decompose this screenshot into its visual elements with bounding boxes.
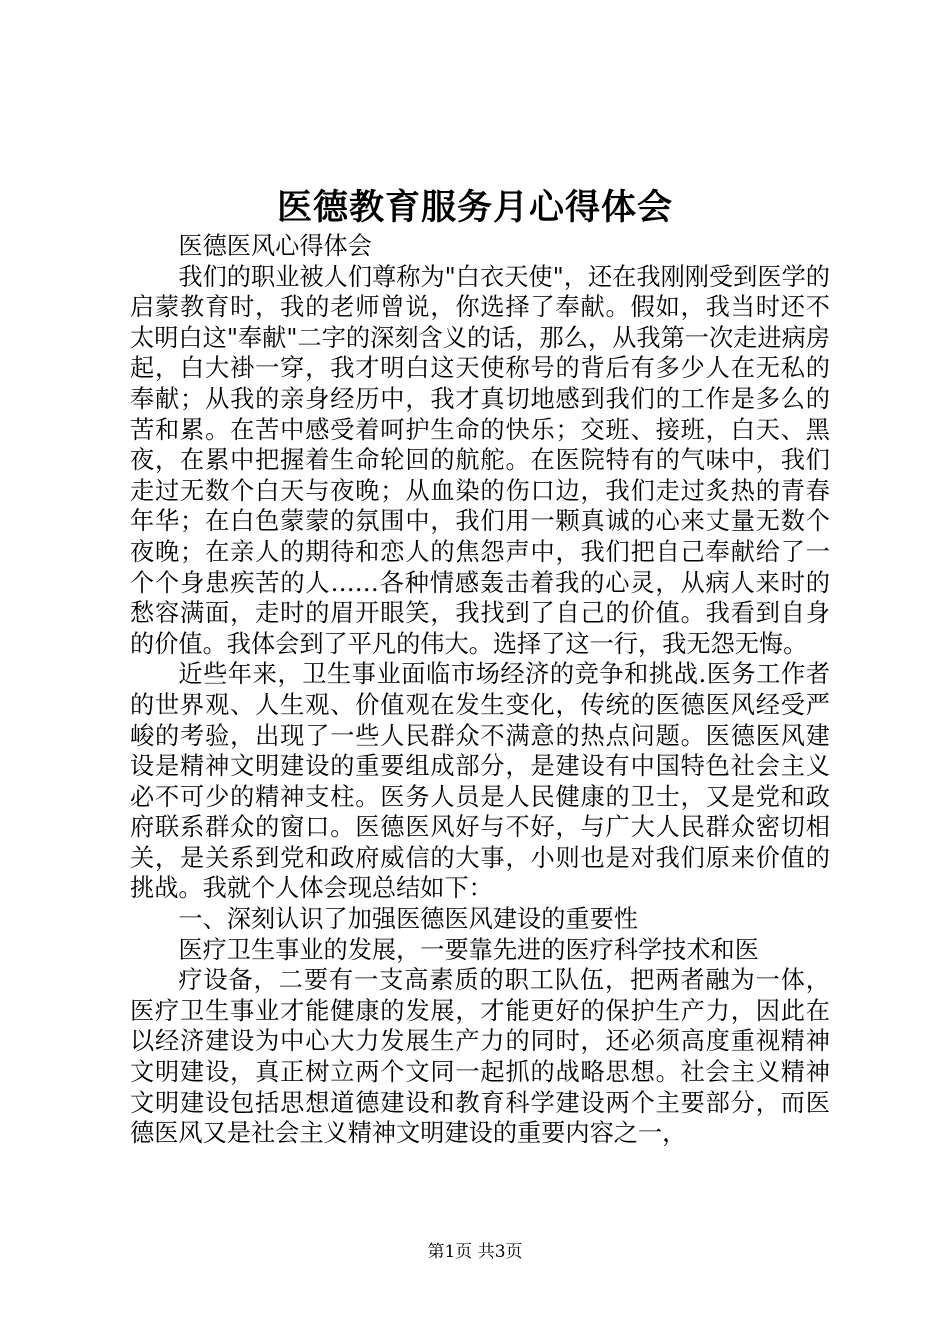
- paragraph-4: 疗设备，二要有一支高素质的职工队伍，把两者融为一体，医疗卫生事业才能健康的发展，才能更好的保护生产力，因此在以经济建设为中心大力发展生产力的同时，还必须高度重视精神文明建设，真正树立两个文同一起抓的战略思想。社会主义精神文明建设包括思想道德建设和教育科学建设两个主要部分，而医德医风又是社会主义精神文明建设的重要内容之一，: [130, 966, 830, 1148]
- section-heading-1: 一、深刻认识了加强医德医风建设的重要性: [178, 905, 638, 934]
- paragraph-3: 医疗卫生事业的发展，一要靠先进的医疗科学技术和医: [178, 935, 759, 964]
- paragraph-subtitle: 医德医风心得体会: [178, 232, 372, 260]
- paragraph-2: 近些年来，卫生事业面临市场经济的竞争和挑战.医务工作者的世界观、人生观、价值观在发生变化，传统的医德医风经受严峻的考验，出现了一些人民群众不满意的热点问题。医德医风建设是精神文明建设的重要组成部分，是建设有中国特色社会主义必不可少的精神支柱。医务人员是人民健康的卫士，又是党和政府联系群众的窗口。医德医风好与不好，与广大人民群众密切相关，是关系到党和政府威信的大事，小则也是对我们原来价值的挑战。我就个人体会现总结如下：: [130, 660, 830, 903]
- page-number-footer: 第1页 共3页: [427, 1242, 523, 1262]
- document-title: 医德教育服务月心得体会: [276, 187, 673, 228]
- document-body: [130, 231, 830, 1149]
- paragraph-1: 我们的职业被人们尊称为"白衣天使"，还在我刚刚受到医学的启蒙教育时，我的老师曾说，你选择了奉献。假如，我当时还不太明白这"奉献"二字的深刻含义的话，那么，从我第一次走进病房起，白大褂一穿，我才明白这天使称号的背后有多少人在无私的奉献；从我的亲身经历中，我才真切地感到我们的工作是多么的苦和累。在苦中感受着呵护生命的快乐；交班、接班，白天、黑夜，在累中把握着生命轮回的航舵。在医院特有的气味中，我们走过无数个白天与夜晚；从血染的伤口边，我们走过炙热的青春年华；在白色蒙蒙的氛围中，我们用一颗真诚的心来丈量无数个夜晚；在亲人的期待和恋人的焦怨声中，我们把自己奉献给了一个个身患疾苦的人……各种情感轰击着我的心灵，从病人来时的愁容满面，走时的眉开眼笑，我找到了自己的价值。我看到自身的价值。我体会到了平凡的伟大。选择了这一行，我无怨无悔。: [130, 262, 830, 658]
